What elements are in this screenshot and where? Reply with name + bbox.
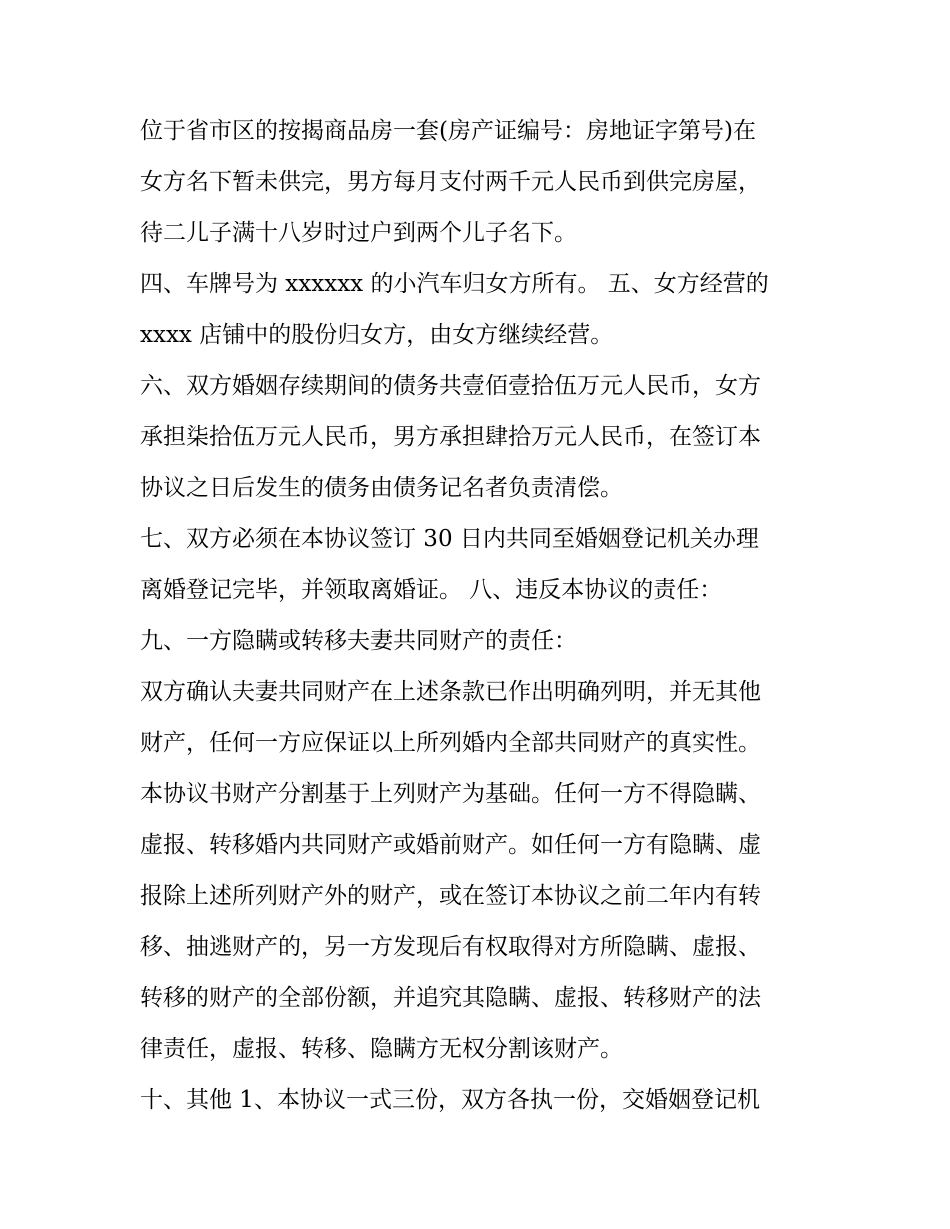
text-line: 双方确认夫妻共同财产在上述条款已作出明确列明，并无其他 bbox=[140, 679, 761, 705]
text-line: 虚报、转移婚内共同财产或婚前财产。如任何一方有隐瞒、虚 bbox=[140, 832, 761, 858]
text-line: 七、双方必须在本协议签订 30 日内共同至婚姻登记机关办理 bbox=[140, 526, 759, 552]
text-line: 位于省市区的按揭商品房一套(房产证编号：房地证字第号)在 bbox=[140, 118, 756, 144]
text-line: 移、抽逃财产的，另一方发现后有权取得对方所隐瞒、虚报、 bbox=[140, 934, 761, 960]
text-line: 四、车牌号为 xxxxxx 的小汽车归女方所有。 五、女方经营的 bbox=[140, 271, 769, 297]
text-line: 承担柒拾伍万元人民币，男方承担肆拾万元人民币，在签订本 bbox=[140, 424, 761, 450]
text-line: 待二儿子满十八岁时过户到两个儿子名下。 bbox=[140, 220, 577, 246]
text-line: 转移的财产的全部份额，并追究其隐瞒、虚报、转移财产的法 bbox=[140, 985, 761, 1011]
text-line: 报除上述所列财产外的财产，或在签订本协议之前二年内有转 bbox=[140, 883, 761, 909]
text-line: 女方名下暂未供完，男方每月支付两千元人民币到供完房屋， bbox=[140, 169, 761, 195]
text-line: 离婚登记完毕，并领取离婚证。 八、违反本协议的责任： bbox=[140, 577, 723, 603]
text-line: 协议之日后发生的债务由债务记名者负责清偿。 bbox=[140, 475, 623, 501]
text-line: 财产，任何一方应保证以上所列婚内全部共同财产的真实性。 bbox=[140, 730, 761, 756]
text-line: 律责任，虚报、转移、隐瞒方无权分割该财产。 bbox=[140, 1036, 623, 1062]
document-body bbox=[140, 106, 820, 1126]
text-line: 十、其他 1、本协议一式三份，双方各执一份，交婚姻登记机 bbox=[140, 1087, 760, 1113]
text-line: xxxx 店铺中的股份归女方，由女方继续经营。 bbox=[140, 322, 614, 348]
text-line: 九、一方隐瞒或转移夫妻共同财产的责任： bbox=[140, 628, 577, 654]
text-line: 本协议书财产分割基于上列财产为基础。任何一方不得隐瞒、 bbox=[140, 781, 761, 807]
text-line: 六、双方婚姻存续期间的债务共壹佰壹拾伍万元人民币，女方 bbox=[140, 373, 761, 399]
